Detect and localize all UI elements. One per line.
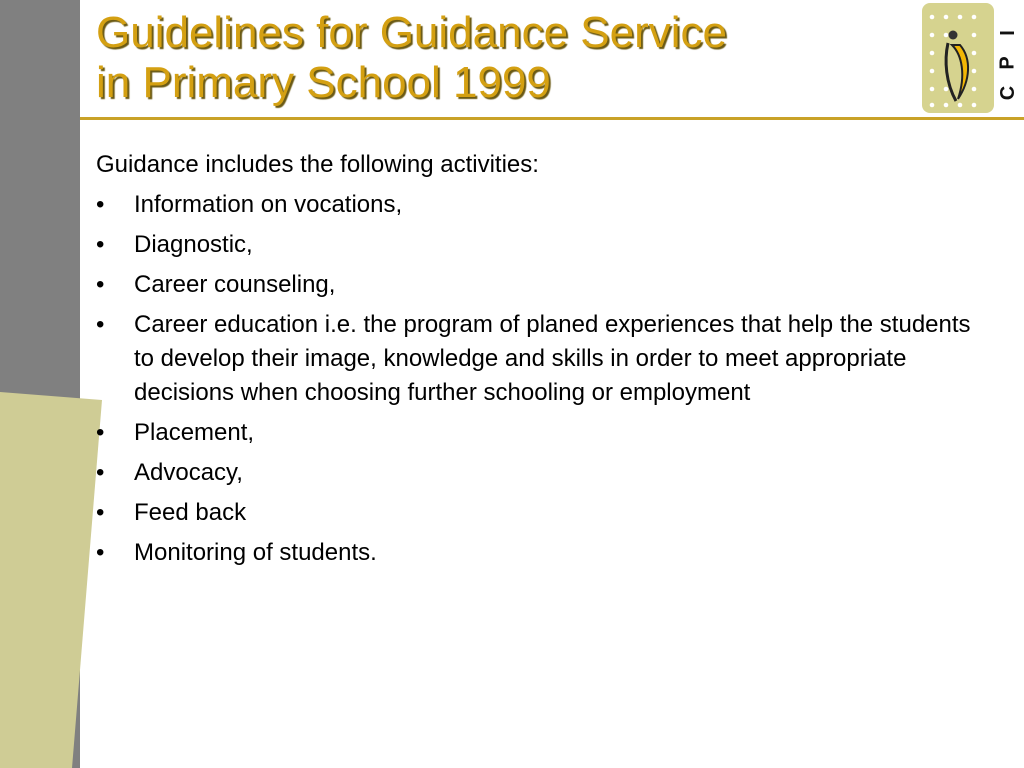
bullet-dot-icon: • [96, 539, 105, 566]
bullet-text: Career counseling, [134, 271, 336, 298]
bullet-dot-icon: • [96, 271, 105, 298]
list-item [96, 268, 976, 302]
bullet-text: Career education i.e. the program of planed experiences that help the students to develop their image, knowledge and skills in order to meet appropriate decisions when choosing further schooling or employment [134, 311, 971, 406]
sidebar-khaki-shape [0, 0, 110, 768]
title-underline [80, 117, 1024, 120]
bullet-dot-icon: • [96, 419, 105, 446]
bullet-list [96, 188, 976, 570]
slide-title [96, 8, 896, 108]
list-item [96, 416, 976, 450]
slide-title-line-2: in Primary School 1999 [96, 58, 551, 107]
bullet-text: Placement, [134, 419, 255, 446]
logo-letter-c: C [996, 85, 1019, 101]
bullet-text: Feed back [134, 499, 247, 526]
bullet-dot-icon: • [96, 191, 105, 218]
list-item [96, 308, 976, 410]
list-item [96, 228, 976, 262]
cpi-logo-letters [992, 18, 1024, 108]
bullet-dot-icon: • [96, 311, 105, 338]
logo-letter-i: I [997, 30, 1019, 36]
intro-text: Guidance includes the following activities: [96, 151, 539, 178]
bullet-text: Diagnostic, [134, 231, 253, 258]
bullet-text: Monitoring of students. [134, 539, 377, 566]
list-item [96, 536, 976, 570]
list-item [96, 188, 976, 222]
bullet-text: Information on vocations, [134, 191, 403, 218]
bullet-dot-icon: • [96, 231, 105, 258]
list-item [96, 496, 976, 530]
list-item [96, 456, 976, 490]
bullet-text: Advocacy, [134, 459, 243, 486]
logo-letter-p: P [997, 56, 1019, 70]
slide-body [96, 148, 976, 576]
bullet-dot-icon: • [96, 459, 105, 486]
slide-title-line-1: Guidelines for Guidance Service [96, 8, 727, 57]
bullet-dot-icon: • [96, 499, 105, 526]
